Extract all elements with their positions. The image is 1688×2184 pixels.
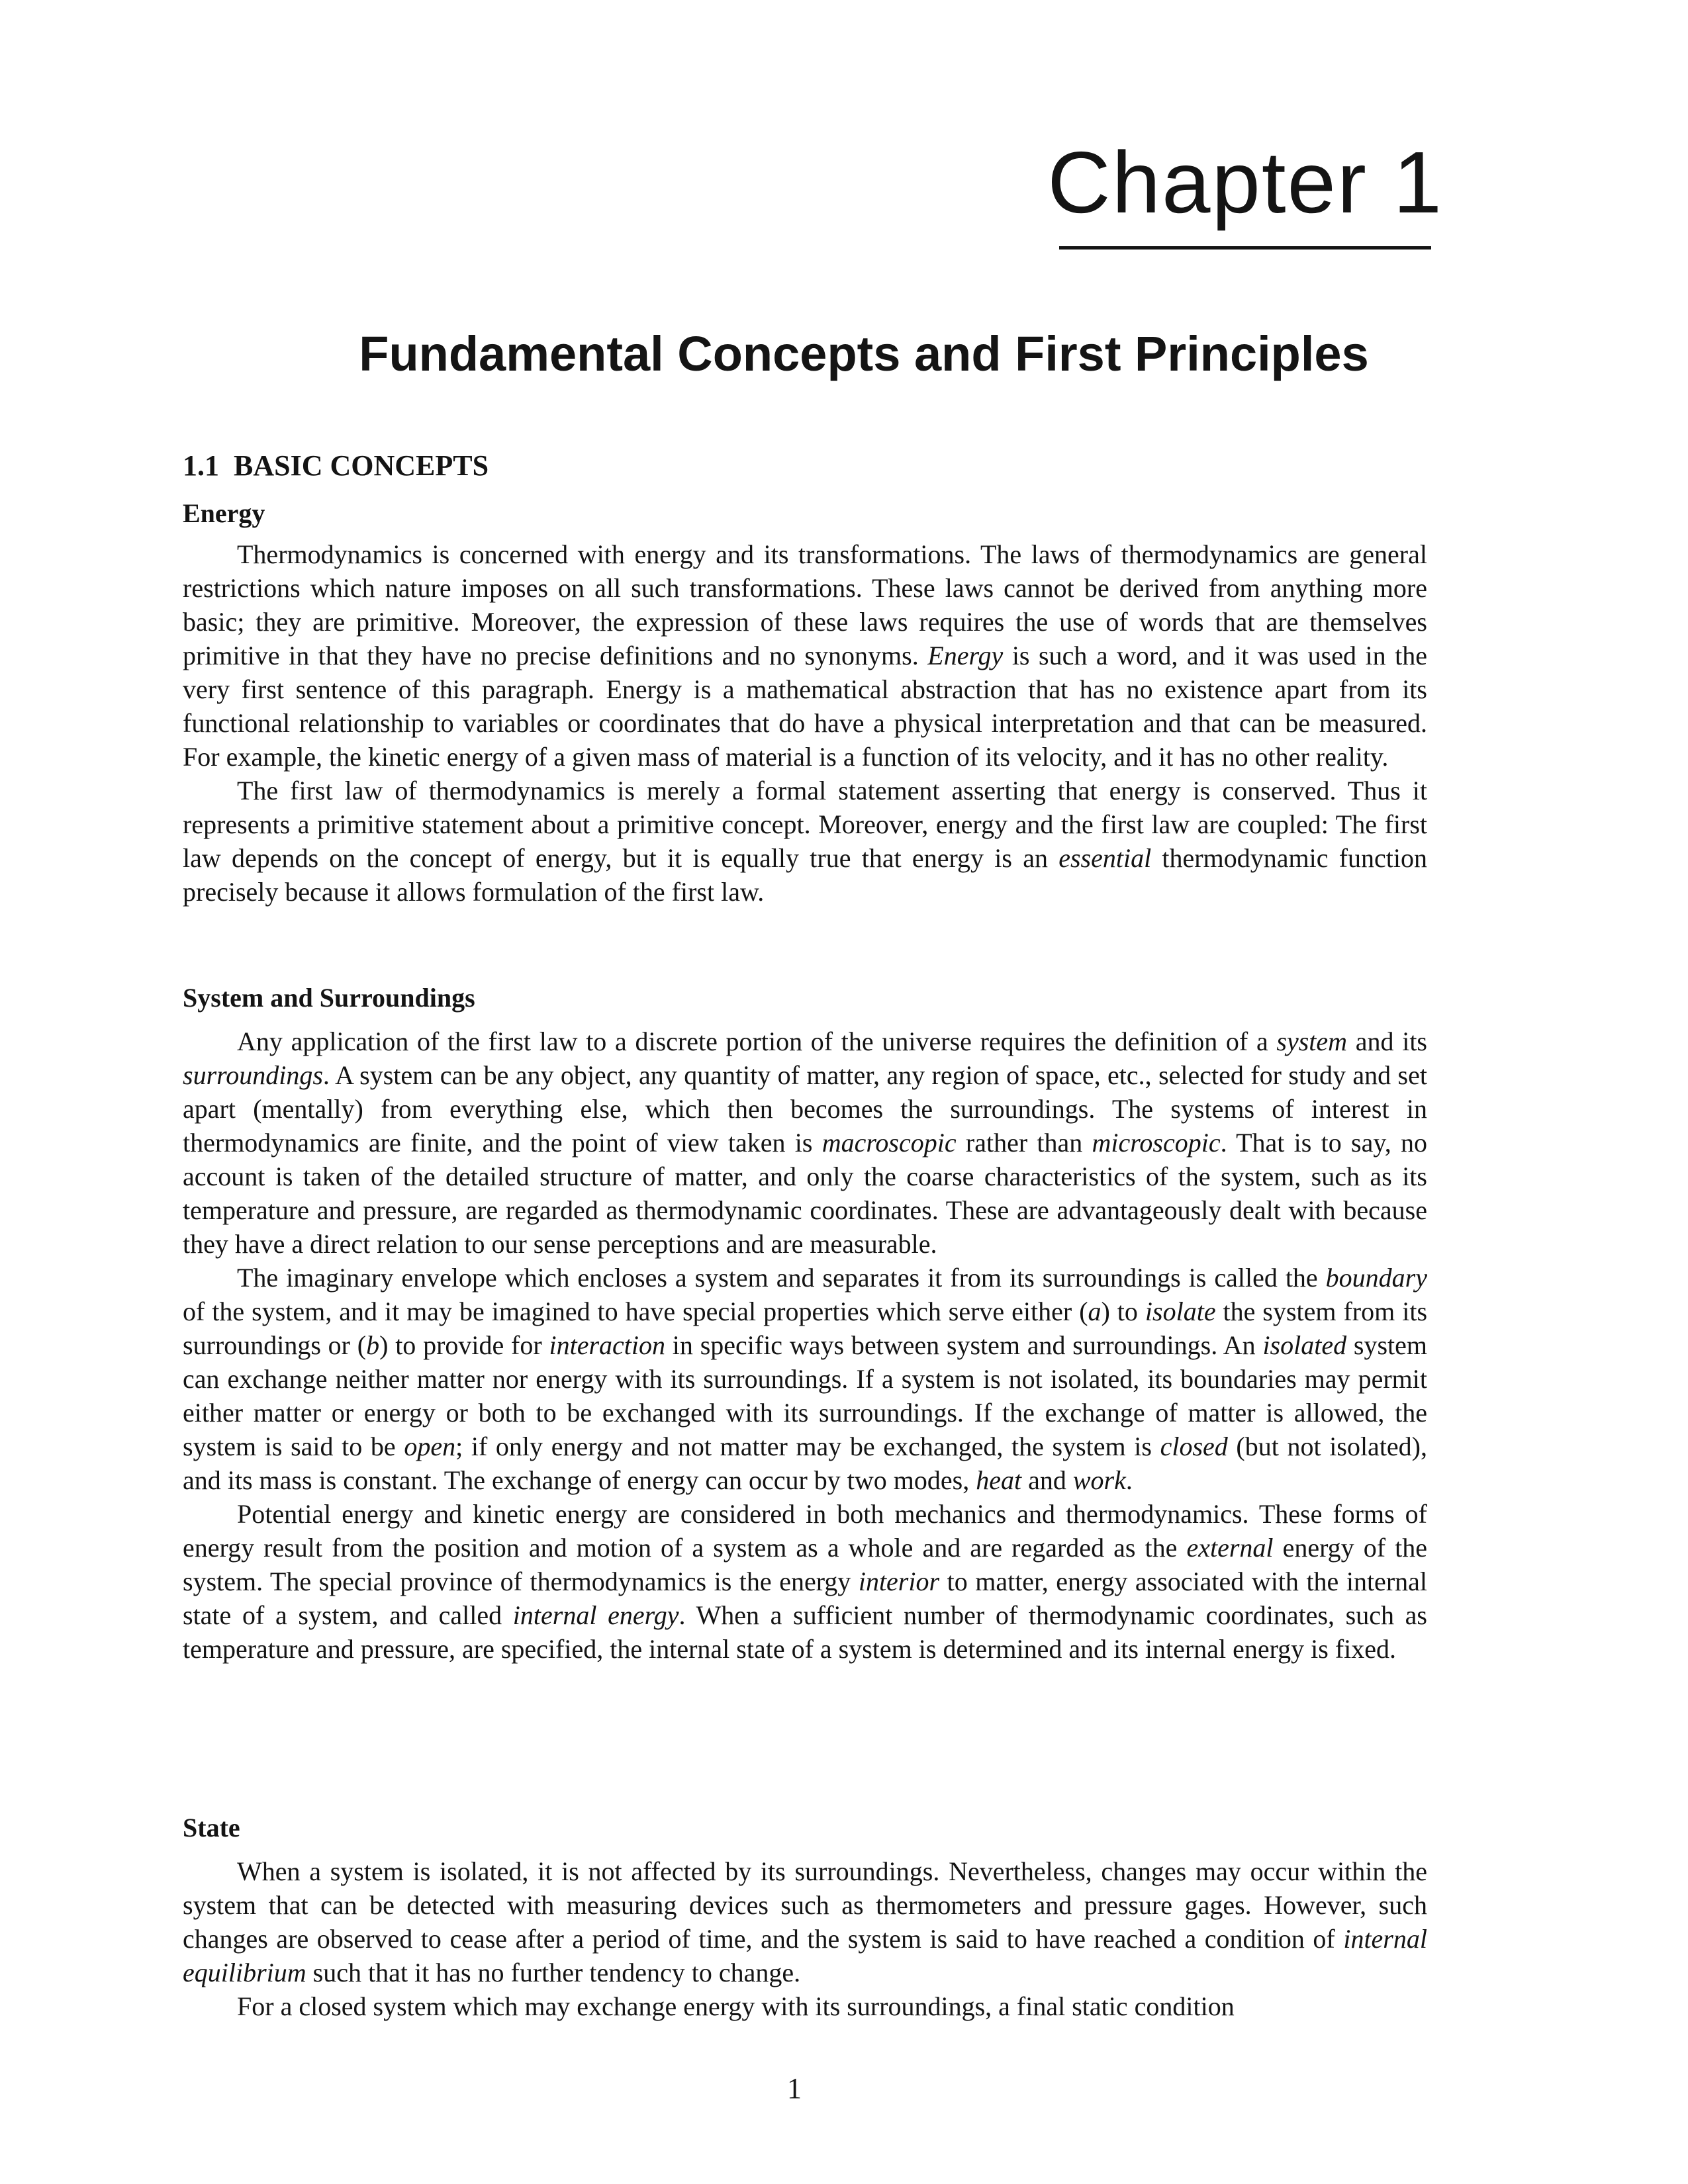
energy-heading: Energy [183,498,265,528]
system-paragraph-1: Any application of the first law to a discrete portion of the universe requires the definition of a system and its surroundings. A system can be any object, any quantity of matter, any region of space, etc., selected for study and set apart (mentally) from everything else, which then becomes the surroundings. The systems of interest in thermodynamics are finite, and the point of view taken is macroscopic rather than microscopic. That is to say, no account is taken of the detailed structure of matter, and only the coarse characteristics of the system, such as its temperature and pressure, are regarded as thermodynamic coordinates. These are advantageously dealt with because they have a direct relation to our sense perceptions and are measurable. [183,1026,1427,1259]
state-paragraph-2: For a closed system which may exchange energy with its surroundings, a final static condition [237,1991,1235,2021]
energy-paragraph-2: The first law of thermodynamics is merely a formal statement asserting that energy is conserved. Thus it represents a primitive statement about a primitive concept. Moreover, energy and the first law are coupled: The first law depends on the concept of energy, but it is equally true that energy is an essential thermodynamic function precisely because it allows formulation of the first law. [183,776,1428,907]
system-paragraph-2: The imaginary envelope which encloses a system and separates it from its surroundings is called the boundary of the system, and it may be imagined to have special properties which serve either (a) to isolate the system from its surroundings or (b) to provide for interaction in specific ways between system and surroundings. An isolated system can exchange neither matter nor energy with its surroundings. If a system is not isolated, its boundaries may permit either matter or energy or both to be exchanged with its surroundings. If the exchange of matter is allowed, the system is said to be open; if only energy and not matter may be exchanged, the system is closed (but not isolated), and its mass is constant. The exchange of energy can occur by two modes, heat and work. [183,1263,1428,1495]
chapter-label: Chapter 1 [1047,134,1443,231]
energy-body [183,537,1427,909]
energy-paragraph-1: Thermodynamics is concerned with energy and its transformations. The laws of thermodynamics are general restrictions which nature imposes on all such transformations. These laws cannot be derived from anything more basic; they are primitive. Moreover, the expression of these laws requires the use of words that are themselves primitive in that they have no precise definitions and no synonyms. Energy is such a word, and it was used in the very first sentence of this paragraph. Energy is a mathematical abstraction that has no existence apart from its functional relationship to variables or coordinates that do have a physical interpretation and that can be measured. For example, the kinetic energy of a given mass of material is a function of its velocity, and it has no other reality. [183,539,1428,772]
chapter-rule [1059,246,1431,250]
state-paragraph-1: When a system is isolated, it is not affected by its surroundings. Nevertheless, changes may occur within the system that can be detected with measuring devices such as thermometers and pressure gages. However, such changes are observed to cease after a period of time, and the system is said to have reached a condition of internal equilibrium such that it has no further tendency to change. [183,1856,1427,1987]
state-heading: State [183,1813,240,1843]
section-number: 1.1 [183,449,219,482]
section-heading [183,451,1427,480]
system-paragraph-3: Potential energy and kinetic energy are considered in both mechanics and thermodynamics. These forms of energy result from the position and motion of a system as a whole and are regarded as the external energy of the system. The special province of thermodynamics is the energy interior to matter, energy associated with the internal state of a system, and called internal energy. When a sufficient number of thermodynamic coordinates, such as temperature and pressure, are specified, the internal state of a system is determined and its internal energy is fixed. [183,1499,1428,1664]
state-body [183,1854,1427,2023]
section-title: BASIC CONCEPTS [234,449,489,482]
system-heading: System and Surroundings [183,983,475,1013]
system-body [183,1024,1427,1666]
chapter-title: Fundamental Concepts and First Principles [359,326,1369,381]
page-number: 1 [787,2072,802,2105]
